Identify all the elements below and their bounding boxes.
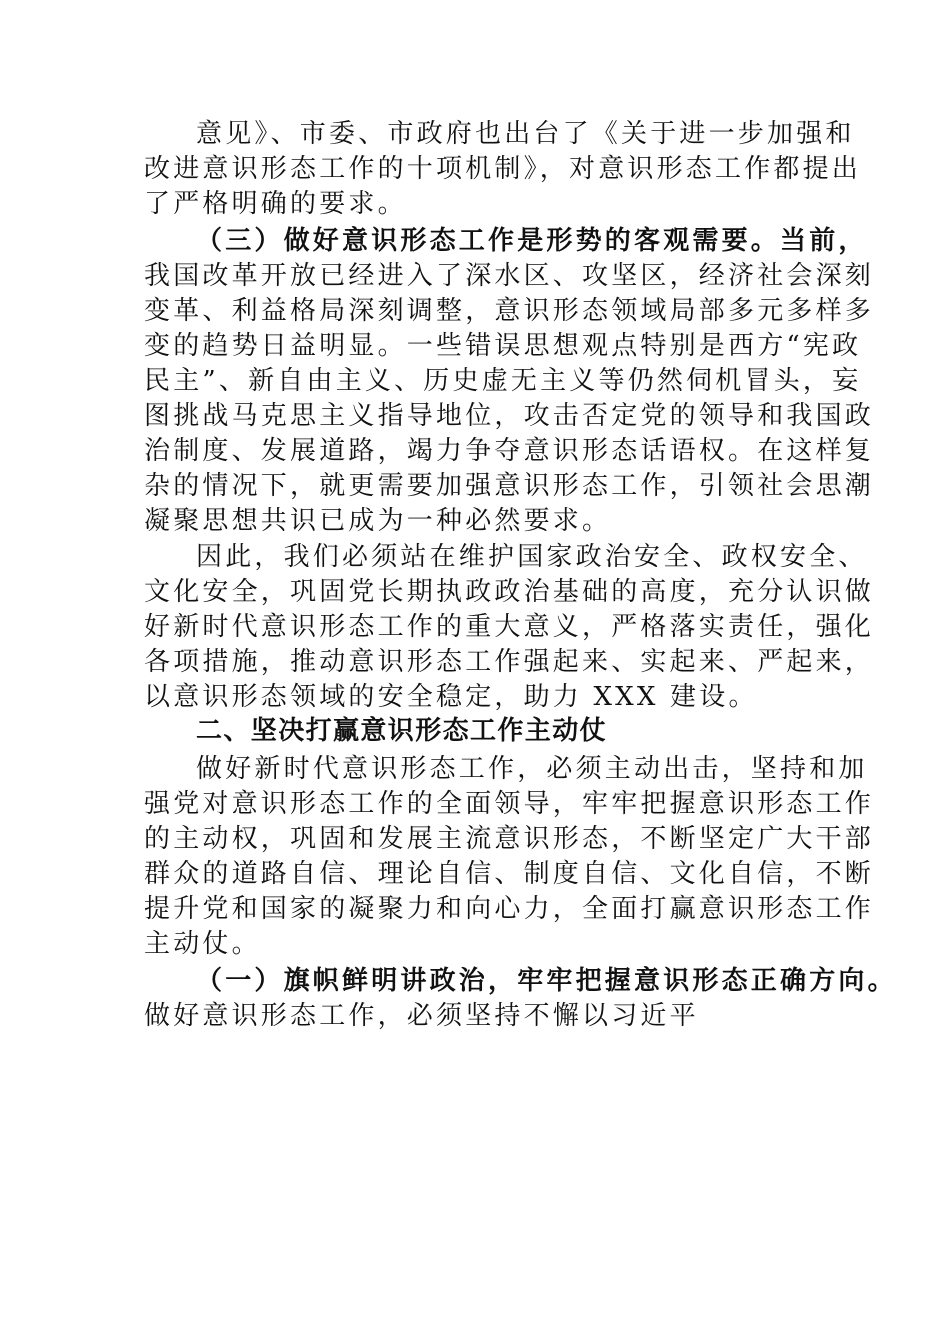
text-line: 主动仗。 (144, 929, 261, 959)
text-line: 的主动权，巩固和发展主流意识形态，不断坚定广大干部 (144, 824, 875, 854)
text-line: 意见》、市委、市政府也出台了《关于进一步加强和 (196, 119, 855, 149)
text-line: 杂的情况下，就更需要加强意识形态工作，引领社会思潮 (144, 471, 875, 501)
text-line: 变革、利益格局深刻调整，意识形态领域局部多元多样多 (144, 296, 875, 326)
text-line: 各项措施，推动意识形态工作强起来、实起来、严起来， (144, 647, 875, 677)
text-line: 提升党和国家的凝聚力和向心力，全面打赢意识形态工作 (144, 894, 875, 924)
text-line: 改进意识形态工作的十项机制》，对意识形态工作都提出 (144, 154, 862, 184)
subsection-heading-3: （三）做好意识形态工作是形势的客观需要。当前， (196, 226, 868, 256)
text-line: 群众的道路自信、理论自信、制度自信、文化自信，不断 (144, 859, 875, 889)
text-line: 图挑战马克思主义指导地位，攻击否定党的领导和我国政 (144, 401, 875, 431)
text-line: 做好新时代意识形态工作，必须主动出击，坚持和加 (196, 754, 868, 784)
text-line: 我国改革开放已经进入了深水区、攻坚区，经济社会深刻 (144, 261, 875, 291)
section-heading-2: 二、坚决打赢意识形态工作主动仗 (196, 716, 608, 746)
text-line: 好新时代意识形态工作的重大意义，严格落实责任，强化 (144, 612, 875, 642)
text-line: 了严格明确的要求。 (144, 189, 407, 219)
text-line: 以意识形态领域的安全稳定，助力 XXX 建设。 (144, 682, 758, 712)
text-line: 文化安全，巩固党长期执政政治基础的高度，充分认识做 (144, 577, 875, 607)
text-line: 变的趋势日益明显。一些错误思想观点特别是西方“宪政 (144, 331, 862, 361)
text-line: 因此，我们必须站在维护国家政治安全、政权安全、 (196, 542, 868, 572)
subsection-heading-1: （一）旗帜鲜明讲政治，牢牢把握意识形态正确方向。 (196, 966, 897, 996)
text-line: 治制度、发展道路，竭力争夺意识形态话语权。在这样复 (144, 436, 875, 466)
text-line: 凝聚思想共识已成为一种必然要求。 (144, 506, 612, 536)
text-line: 强党对意识形态工作的全面领导，牢牢把握意识形态工作 (144, 789, 875, 819)
text-line: 做好意识形态工作，必须坚持不懈以习近平 (144, 1001, 699, 1031)
text-line: 民主”、新自由主义、历史虚无主义等仍然伺机冒头，妄 (144, 366, 862, 396)
